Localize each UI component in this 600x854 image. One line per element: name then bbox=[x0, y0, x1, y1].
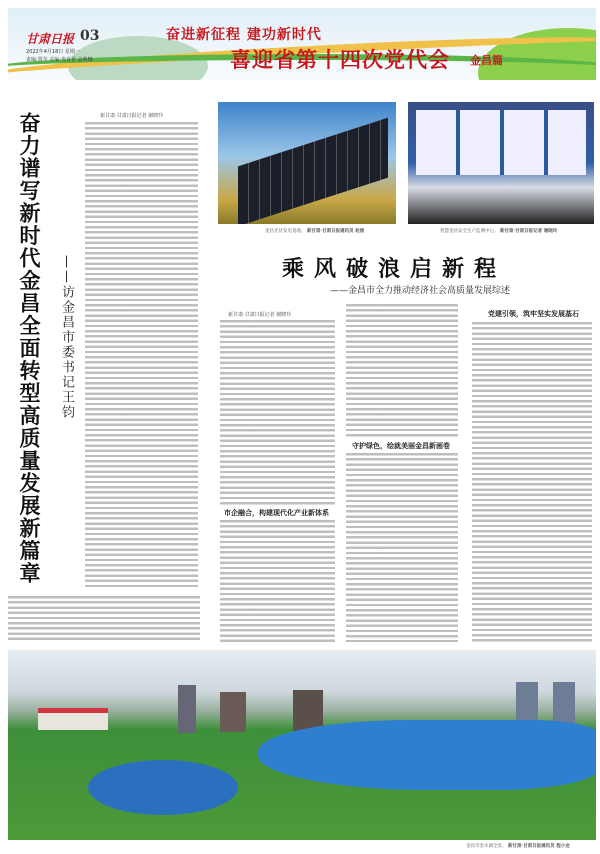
page-number: 03 bbox=[80, 28, 100, 44]
banner-title: 喜迎省第十四次党代会 bbox=[230, 48, 450, 72]
interview-byline: 新甘肃·甘肃日报记者 谢晓玲 bbox=[100, 113, 164, 119]
photo-caption: 金昌市金水湖全景。 新甘肃·甘肃日报通讯员 程小龙 bbox=[466, 844, 570, 849]
solar-farm-photo bbox=[218, 102, 396, 224]
golden-water-lake-photo bbox=[8, 650, 596, 840]
feature-body bbox=[346, 453, 458, 642]
page-banner bbox=[8, 8, 596, 80]
issue-date: 2022年4月18日 星期一 bbox=[26, 49, 80, 55]
feature-body bbox=[220, 520, 335, 642]
banner-edition: 金昌篇 bbox=[470, 54, 503, 67]
feature-body bbox=[346, 304, 458, 438]
feature-body bbox=[472, 322, 592, 642]
interview-subtitle: ——访金昌市委书记王钧 bbox=[59, 255, 74, 420]
feature-headline: 乘风破浪启新程 bbox=[282, 257, 507, 282]
section-heading: 市企融合，构建现代化产业新体系 bbox=[224, 509, 329, 517]
monitoring-center-photo bbox=[408, 102, 594, 224]
interview-headline: 奋力谱写新时代金昌全面转型高质量发展新篇章 bbox=[17, 112, 41, 585]
feature-byline: 新甘肃·甘肃日报记者 谢晓玲 bbox=[228, 312, 292, 318]
section-heading: 党建引领，筑牢坚实发展基石 bbox=[488, 310, 579, 318]
feature-body bbox=[220, 320, 335, 506]
photo-caption: 金昌光伏发电基地。 新甘肃·甘肃日报通讯员 赵刚 bbox=[265, 229, 365, 234]
feature-subtitle: ——金昌市全力推动经济社会高质量发展综述 bbox=[330, 286, 511, 296]
interview-body-continued bbox=[8, 596, 200, 642]
photo-caption: 智慧金昌安全生产监测中心。 新甘肃·甘肃日报记者 谢晓玲 bbox=[440, 229, 558, 234]
section-heading: 守护绿色，绘就美丽金昌新画卷 bbox=[352, 442, 450, 450]
interview-body bbox=[85, 122, 198, 590]
editors: 责编:贾莹 美编:鸾喜喜 孟莉娜 bbox=[26, 57, 93, 63]
newspaper-logo: 甘肃日报 bbox=[26, 32, 75, 46]
banner-slogan: 奋进新征程 建功新时代 bbox=[166, 27, 322, 43]
